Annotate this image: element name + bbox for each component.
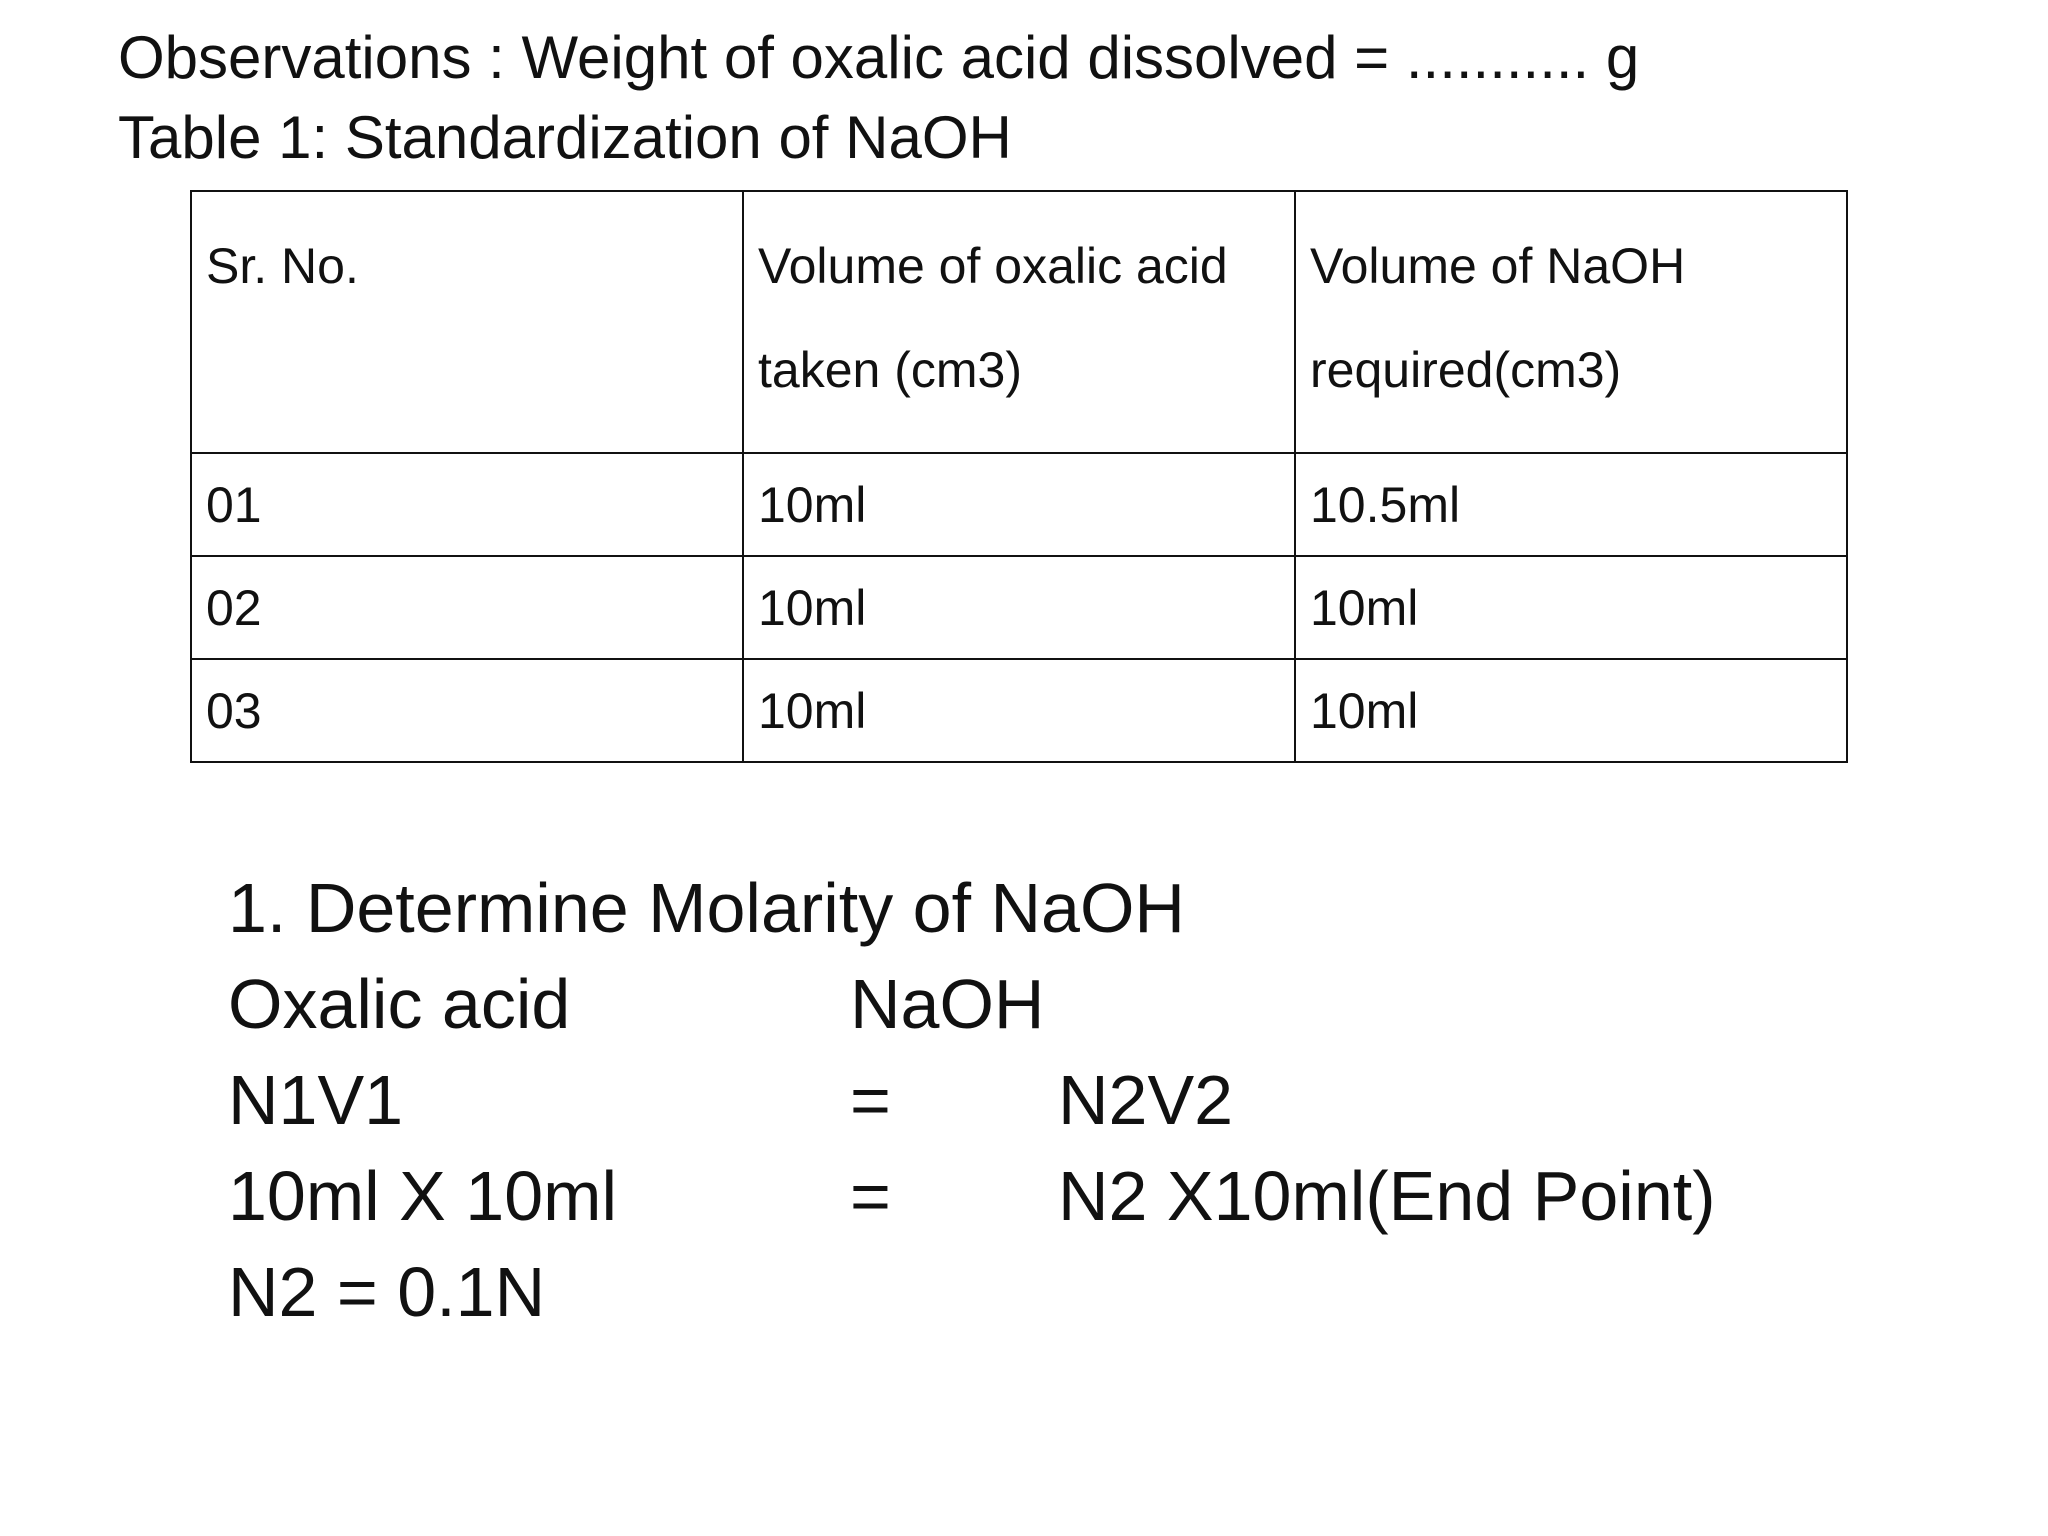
table-header-row [191, 191, 1847, 453]
calculation-heading-text: 1. Determine Molarity of NaOH [228, 869, 1185, 947]
standardization-table [190, 190, 1848, 763]
calc-right: N2V2 [1058, 1061, 1234, 1139]
calc-left: Oxalic acid [228, 965, 571, 1043]
table-cell-oxalic-volume: 10ml [743, 556, 1295, 659]
header-sr-no [191, 191, 743, 453]
table-cell-naoh-volume: 10ml [1295, 659, 1847, 762]
calc-middle: NaOH [850, 965, 1045, 1043]
header-line: taken (cm3) [758, 342, 1022, 398]
table-row [191, 659, 1847, 762]
header-line: Volume of oxalic acid [758, 238, 1228, 294]
table-cell-sr-no: 01 [191, 453, 743, 556]
header-oxalic-volume [743, 191, 1295, 453]
table-cell-naoh-volume: 10ml [1295, 556, 1847, 659]
calc-right: N2 X10ml(End Point) [1058, 1157, 1716, 1235]
calc-left: N2 = 0.1N [228, 1253, 546, 1331]
header-line: Volume of NaOH [1310, 238, 1686, 294]
table-cell-naoh-volume: 10.5ml [1295, 453, 1847, 556]
table-cell-oxalic-volume: 10ml [743, 659, 1295, 762]
header-line: required(cm3) [1310, 342, 1622, 398]
calc-middle: = [850, 1061, 891, 1139]
calc-left: N1V1 [228, 1061, 404, 1139]
table-row [191, 453, 1847, 556]
table-title: Table 1: Standardization of NaOH [118, 104, 1012, 171]
calc-middle: = [850, 1157, 891, 1235]
header-naoh-volume [1295, 191, 1847, 453]
observations-line: Observations : Weight of oxalic acid dissolved = ........... g [118, 24, 1640, 91]
calc-left: 10ml X 10ml [228, 1157, 618, 1235]
table-cell-sr-no: 03 [191, 659, 743, 762]
table-cell-oxalic-volume: 10ml [743, 453, 1295, 556]
header-line: Sr. No. [206, 238, 359, 294]
table-row [191, 556, 1847, 659]
table-cell-sr-no: 02 [191, 556, 743, 659]
